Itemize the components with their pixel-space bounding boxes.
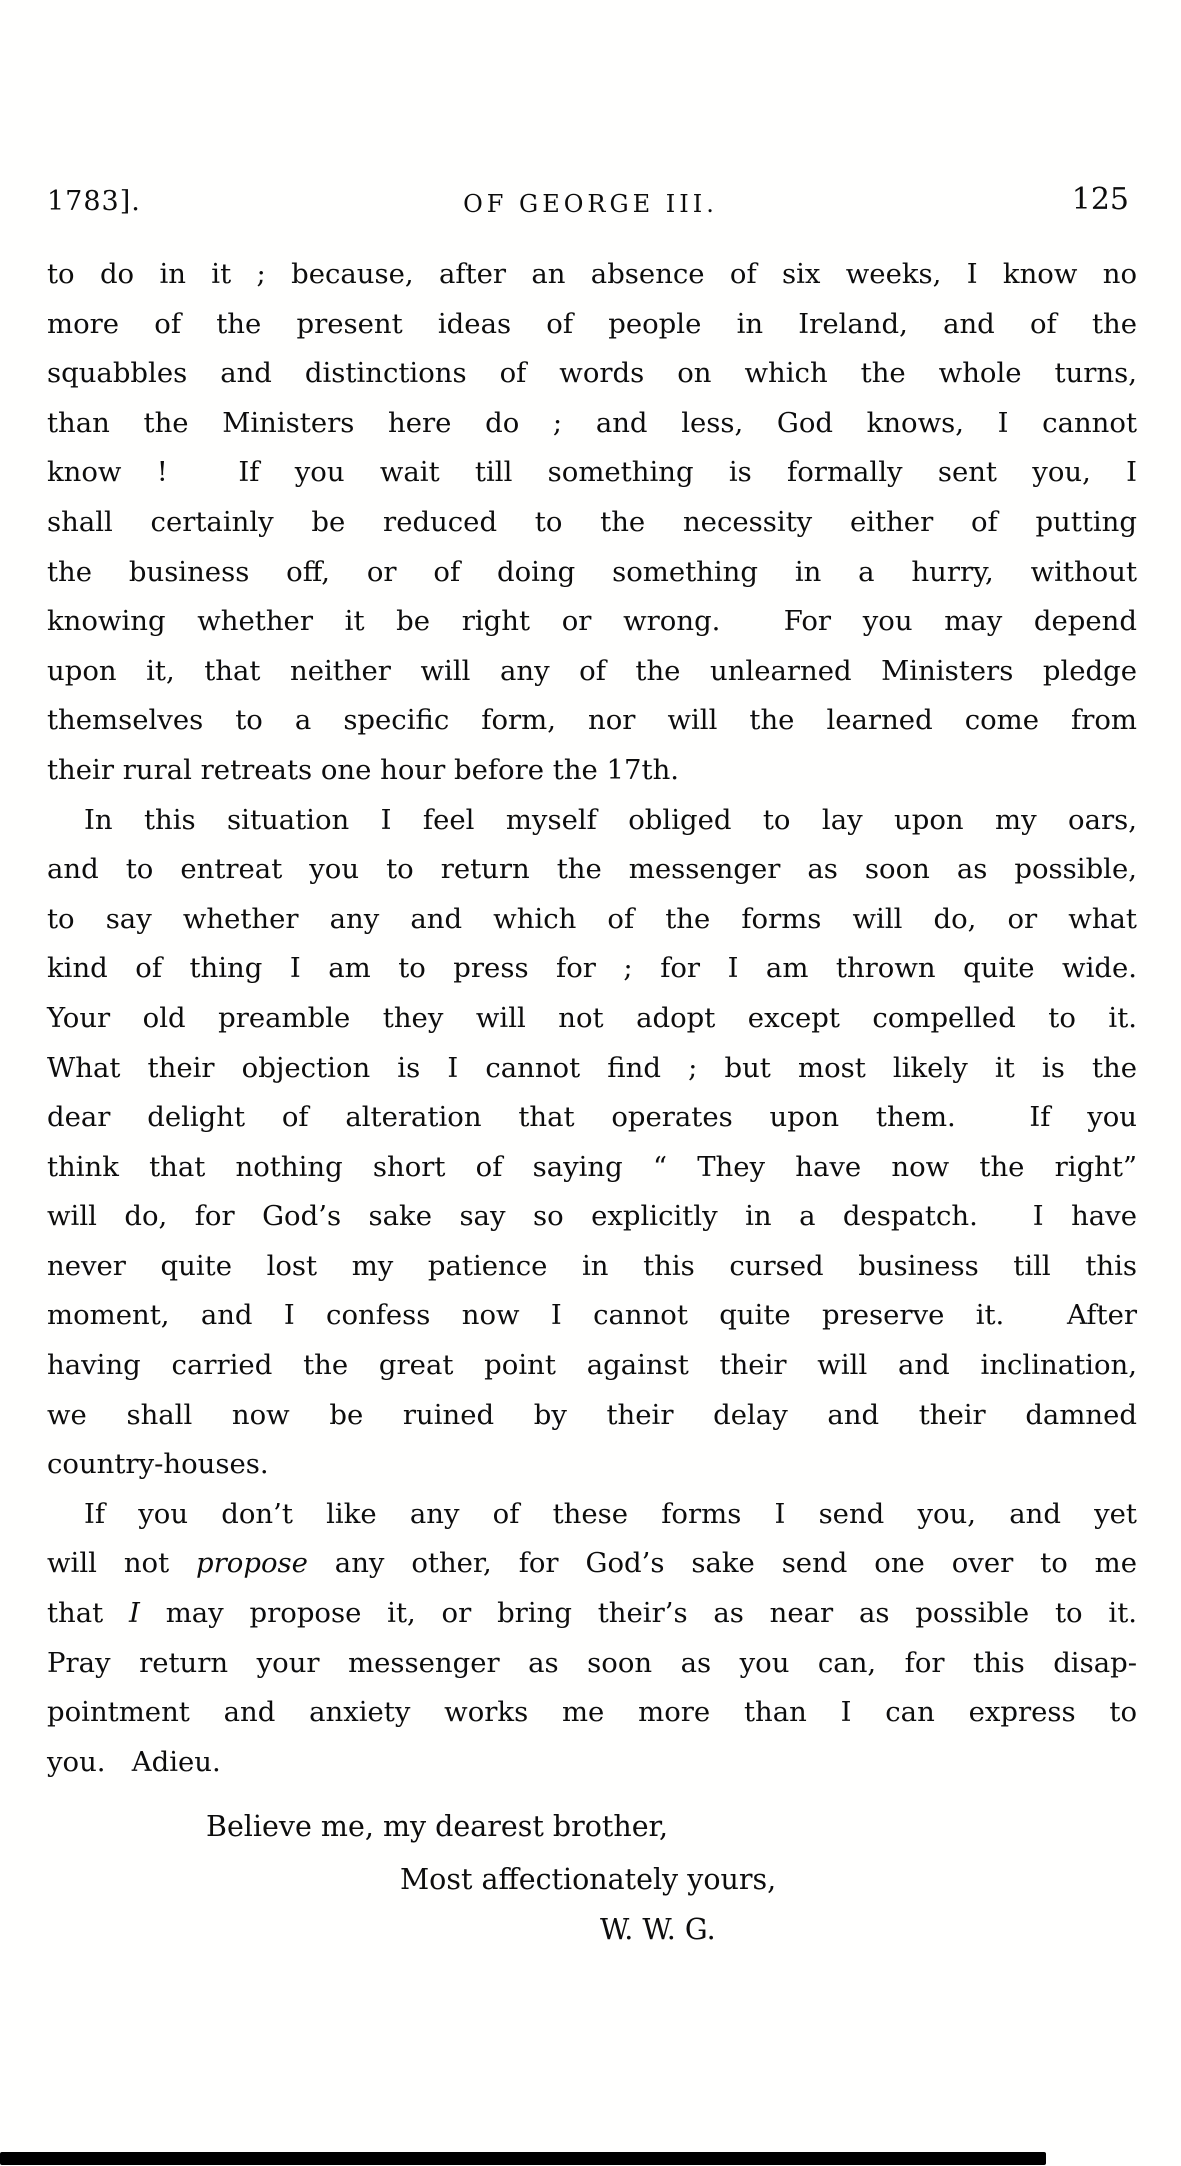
text-line: shall certainly be reduced to the necessity either of putting bbox=[47, 505, 1137, 538]
closing-valediction: Most affectionately yours, bbox=[400, 1863, 777, 1896]
closing-salutation: Believe me, my dearest brother, bbox=[206, 1810, 669, 1843]
text-line: squabbles and distinctions of words on which the whole turns, bbox=[47, 357, 1137, 390]
scan-artifact-bar bbox=[0, 2152, 1046, 2165]
text-line: will do, for God’s sake say so explicitly in a despatch. I have bbox=[47, 1200, 1137, 1233]
text-line: upon it, that neither will any of the unlearned Ministers pledge bbox=[47, 654, 1137, 687]
text-line: know ! If you wait till something is formally sent you, I bbox=[47, 456, 1137, 489]
text-line: country-houses. bbox=[47, 1448, 269, 1481]
text-line: never quite lost my patience in this cursed business till this bbox=[47, 1249, 1137, 1282]
text-line: think that nothing short of saying “ They have now the right” bbox=[47, 1150, 1137, 1183]
text-line: Your old preamble they will not adopt except compelled to it. bbox=[47, 1001, 1137, 1034]
text-line: you. Adieu. bbox=[47, 1745, 221, 1778]
page-number: 125 bbox=[1071, 182, 1129, 217]
text-line: and to entreat you to return the messenger as soon as possible, bbox=[47, 853, 1137, 886]
text-line: dear delight of alteration that operates upon them. If you bbox=[47, 1101, 1137, 1134]
text-line: than the Ministers here do ; and less, God knows, I cannot bbox=[47, 406, 1137, 439]
text-line: In this situation I feel myself obliged to lay upon my oars, bbox=[84, 803, 1137, 836]
text-line: If you don’t like any of these forms I send you, and yet bbox=[84, 1497, 1137, 1530]
text-line: kind of thing I am to press for ; for I am thrown quite wide. bbox=[47, 952, 1137, 985]
letter-body bbox=[47, 250, 1137, 1787]
text-line: themselves to a specific form, nor will the learned come from bbox=[47, 704, 1137, 737]
text-line: we shall now be ruined by their delay and their damned bbox=[47, 1398, 1137, 1431]
header-year-marginalia: 1783]. bbox=[47, 186, 141, 217]
text-line: more of the present ideas of people in Ireland, and of the bbox=[47, 307, 1137, 340]
text-line: Pray return your messenger as soon as you can, for this disap- bbox=[47, 1646, 1137, 1679]
text-line: will not propose any other, for God’s sake send one over to me bbox=[47, 1547, 1137, 1580]
text-line: their rural retreats one hour before the 17th. bbox=[47, 753, 680, 786]
text-line: the business off, or of doing something in a hurry, without bbox=[47, 555, 1137, 588]
text-line: to say whether any and which of the forms will do, or what bbox=[47, 902, 1137, 935]
closing-signature: W. W. G. bbox=[600, 1913, 716, 1946]
text-line: pointment and anxiety works me more than I can express to bbox=[47, 1696, 1137, 1729]
text-line: What their objection is I cannot find ; but most likely it is the bbox=[47, 1051, 1137, 1084]
text-line: moment, and I confess now I cannot quite preserve it. After bbox=[47, 1299, 1137, 1332]
text-line: that I may propose it, or bring their’s as near as possible to it. bbox=[47, 1597, 1137, 1630]
text-line: to do in it ; because, after an absence of six weeks, I know no bbox=[47, 258, 1137, 290]
running-title: OF GEORGE III. bbox=[463, 190, 718, 218]
text-line: having carried the great point against their will and inclination, bbox=[47, 1349, 1137, 1382]
text-line: knowing whether it be right or wrong. For you may depend bbox=[47, 605, 1137, 638]
